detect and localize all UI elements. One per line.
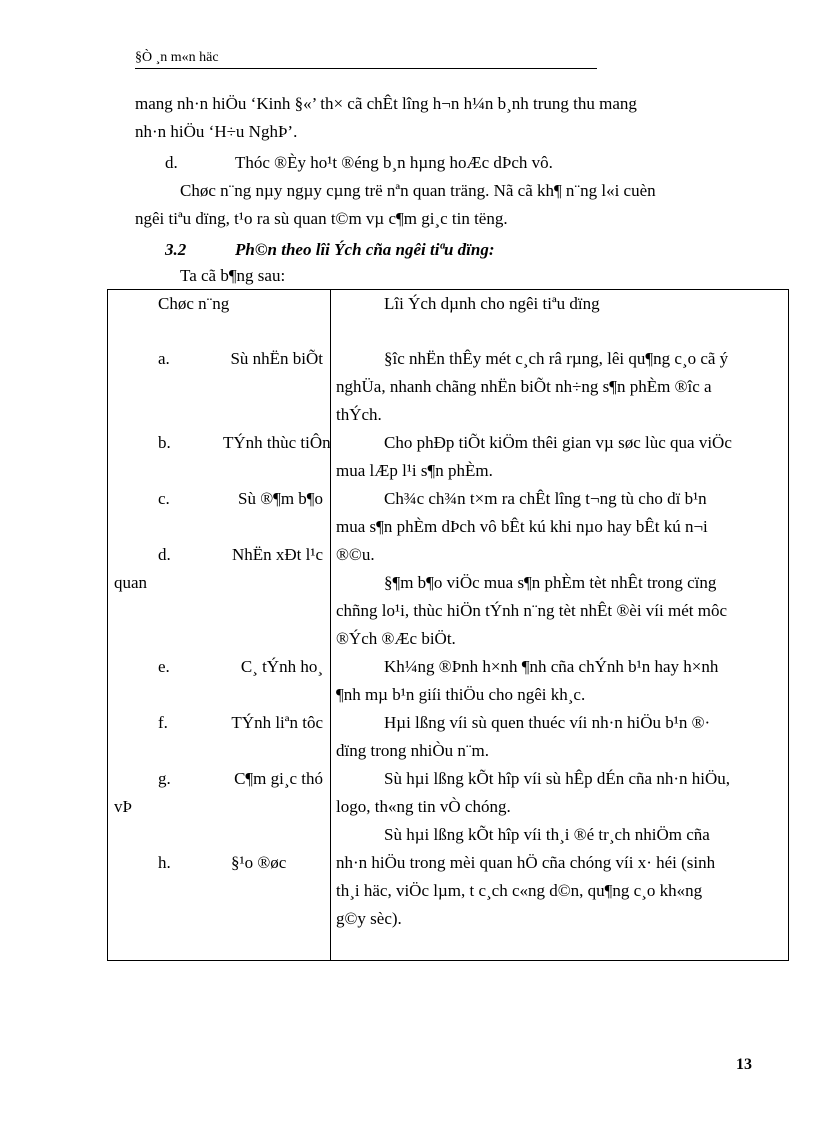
table-row-f-benefit <box>336 709 782 765</box>
benefit-line: thÝch. <box>336 405 382 424</box>
benefit-line: nh·n hiÖu trong mèi quan hÖ cña chóng víi x· héi (sinh <box>336 853 716 872</box>
row-function-wrap: vÞ <box>114 797 132 816</box>
row-function-wrap: quan <box>114 573 148 592</box>
row-function: §¹o ®øc <box>231 853 287 872</box>
benefit-line: logo, th«ng tin vÒ chóng. <box>336 797 511 816</box>
benefit-line: Sù hµi lßng kÕt hîp víi sù hÊp dÉn cña nh·n hiÖu, <box>384 769 731 788</box>
benefit-line: Kh¼ng ®Þnh h×nh ¶nh cña chÝnh b¹n hay h×nh <box>384 657 719 676</box>
header-benefit: Lîi Ých dµnh cho ngêi tiªu dïng <box>384 294 600 313</box>
table-row-b-benefit <box>336 429 782 485</box>
paragraph-1-line-1: mang nh·n hiÖu ‘Kinh §«’ th× cã chÊt lîng h¬n h¼n b¸nh trung thu mang <box>135 94 637 113</box>
benefit-line: mua lÆp l¹i s¶n phÈm. <box>336 461 493 480</box>
benefit-line: chñng lo¹i, thùc hiÖn tÝnh n¨ng tèt nhÊt ®èi víi mét môc <box>336 601 728 620</box>
row-function: TÝnh thùc tiÔn <box>223 433 331 452</box>
page-header <box>135 48 597 69</box>
row-function: Sù ®¶m b¶o <box>238 489 323 508</box>
header-function: Chøc n¨ng <box>158 294 230 313</box>
benefit-line: g©y sèc). <box>336 909 402 928</box>
section-title: Ph©n theo lîi Ých cña ngêi tiªu dïng: <box>235 240 495 259</box>
row-label: c. <box>158 489 170 508</box>
benefit-line: Ch¾c ch¾n t×m ra chÊt lîng t¬ng tù cho dï b¹n <box>384 489 707 508</box>
row-label: g. <box>158 769 171 788</box>
benefit-line: th¸i häc, viÖc lµm, t c¸ch c«ng d©n, qu¶ng c¸o kh«ng <box>336 881 703 900</box>
paragraph-2-line-2: ngêi tiªu dïng, t¹o ra sù quan t©m vµ c¶m gi¸c tin tëng. <box>135 209 508 228</box>
table-row-e-function <box>108 653 328 681</box>
benefit-line: dïng trong nhiÒu n¨m. <box>336 741 489 760</box>
benefit-line: ®Ých ®Æc biÖt. <box>336 629 456 648</box>
benefit-line: §îc nhËn thÊy mét c¸ch râ rµng, lêi qu¶ng c¸o cã ý <box>384 349 729 368</box>
benefit-line: mua s¶n phÈm dÞch vô bÊt kú khi nµo hay bÊt kú n¬i <box>336 517 708 536</box>
row-label: e. <box>158 657 170 676</box>
table-row-h-benefit <box>336 821 782 933</box>
benefit-line: ®©u. <box>336 545 375 564</box>
row-label: a. <box>158 349 170 368</box>
list-item-label: d. <box>165 153 178 172</box>
page-number: 13 <box>736 1056 752 1073</box>
row-label: h. <box>158 853 171 872</box>
table-intro: Ta cã b¶ng sau: <box>180 266 286 285</box>
table-row-e-benefit <box>336 653 782 709</box>
row-function: TÝnh liªn tôc <box>231 713 323 732</box>
benefit-line: Cho phÐp tiÕt kiÖm thêi gian vµ søc lùc qua viÖc <box>384 433 732 452</box>
list-item-text: Thóc ®Èy ho¹t ®éng b¸n hµng hoÆc dÞch vô. <box>235 153 553 172</box>
paragraph-2-line-1: Chøc n¨ng nµy ngµy cµng trë nªn quan träng. Nã cã kh¶ n¨ng l«i cuèn <box>180 181 656 200</box>
table-row-g-function <box>108 765 328 821</box>
benefit-line: ¶nh mµ b¹n giíi thiÖu cho ngêi kh¸c. <box>336 685 586 704</box>
table-row-g-benefit <box>336 765 782 821</box>
benefit-line: §¶m b¶o viÖc mua s¶n phÈm tèt nhÊt trong cïng <box>384 573 717 592</box>
table-row-f-function <box>108 709 328 737</box>
list-item-d <box>165 149 810 177</box>
row-label: b. <box>158 433 171 452</box>
section-number: 3.2 <box>165 240 187 259</box>
table-row-c-benefit <box>336 485 782 569</box>
table-row-d-function <box>108 541 328 597</box>
table-row-a-function <box>108 345 328 373</box>
column-divider <box>330 290 331 960</box>
row-function: Sù nhËn biÕt <box>230 349 323 368</box>
row-function: NhËn xÐt l¹c <box>231 545 323 564</box>
benefit-line: Hµi lßng víi sù quen thuéc víi nh·n hiÖu b¹n ®· <box>384 713 711 732</box>
benefit-line: Sù hµi lßng kÕt hîp víi th¸i ®é tr¸ch nhiÖm cña <box>384 825 710 844</box>
row-label: f. <box>158 713 168 732</box>
section-heading <box>165 236 495 264</box>
table-row-c-function <box>108 485 328 513</box>
benefit-line: nghÜa, nhanh chãng nhËn biÕt nh÷ng s¶n phÈm ®îc a <box>336 377 712 396</box>
benefits-table <box>107 289 789 961</box>
table-row-b-function <box>108 429 331 457</box>
table-row-a-benefit <box>336 345 782 429</box>
header-title: §Ò ¸n m«n häc <box>135 50 219 65</box>
row-function: C¶m gi¸c thó <box>234 769 323 788</box>
paragraph-1-line-2: nh·n hiÖu ‘H÷u NghÞ’. <box>135 122 298 141</box>
row-label: d. <box>158 545 171 564</box>
table-row-h-function <box>108 849 328 877</box>
table-row-d-benefit <box>336 569 782 653</box>
row-function: C¸ tÝnh ho¸ <box>240 657 323 676</box>
